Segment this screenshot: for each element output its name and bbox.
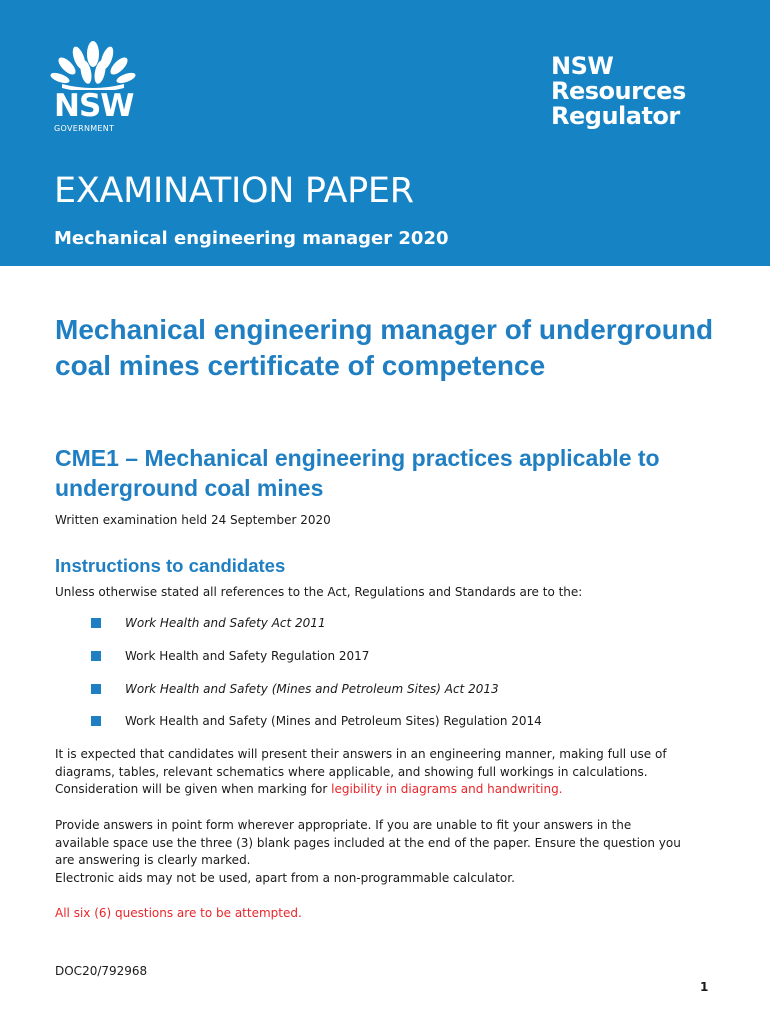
square-bullet-icon bbox=[91, 618, 101, 628]
reference-label: Work Health and Safety (Mines and Petroleum Sites) Act 2013 bbox=[125, 682, 499, 696]
legibility-note: legibility in diagrams and handwriting. bbox=[331, 782, 563, 796]
square-bullet-icon bbox=[91, 651, 101, 661]
paragraph-line: Provide answers in point form wherever appropriate. If you are unable to fit your answers in the bbox=[55, 818, 632, 832]
page-number: 1 bbox=[700, 980, 709, 994]
gov-logo-subtext: GOVERNMENT bbox=[54, 124, 115, 133]
paragraph-text: Consideration will be given when marking for bbox=[55, 782, 332, 796]
exam-date-line: Written examination held 24 September 2020 bbox=[55, 513, 331, 527]
paragraph-line: diagrams, tables, relevant schematics where applicable, and showing full workings in calculations. bbox=[55, 764, 648, 779]
exam-paper-subtitle: Mechanical engineering manager 2020 bbox=[54, 228, 449, 249]
resources-regulator-logo bbox=[551, 54, 761, 129]
answers-paragraph bbox=[55, 817, 725, 887]
gov-logo-wordmark: NSW bbox=[54, 88, 134, 124]
attempt-note: All six (6) questions are to be attempted. bbox=[55, 906, 302, 920]
header-banner bbox=[0, 0, 770, 266]
square-bullet-icon bbox=[91, 684, 101, 694]
presentation-paragraph bbox=[55, 746, 725, 799]
paragraph-line bbox=[55, 781, 725, 799]
paper-subheading: CME1 – Mechanical engineering practices applicable to underground coal mines bbox=[55, 445, 660, 501]
certificate-heading: Mechanical engineering manager of underground coal mines certificate of competence bbox=[55, 314, 714, 381]
regulator-line: NSW bbox=[551, 52, 614, 80]
paragraph-line: available space use the three (3) blank pages included at the end of the paper. Ensure the question you bbox=[55, 835, 681, 850]
reference-label: Work Health and Safety Act 2011 bbox=[125, 616, 326, 630]
regulator-line: Resources bbox=[551, 77, 686, 105]
reference-label: Work Health and Safety Regulation 2017 bbox=[125, 649, 370, 663]
paragraph-line: are answering is clearly marked. bbox=[55, 853, 251, 867]
paragraph-line: It is expected that candidates will present their answers in an engineering manner, making full use of bbox=[55, 747, 667, 761]
reference-label: Work Health and Safety (Mines and Petroleum Sites) Regulation 2014 bbox=[125, 714, 542, 728]
exam-paper-title: EXAMINATION PAPER bbox=[54, 171, 414, 211]
document-reference: DOC20/792968 bbox=[55, 964, 148, 978]
references-intro: Unless otherwise stated all references to the Act, Regulations and Standards are to the: bbox=[55, 585, 583, 599]
instructions-heading: Instructions to candidates bbox=[55, 555, 286, 576]
square-bullet-icon bbox=[91, 716, 101, 726]
regulator-line: Regulator bbox=[551, 102, 680, 130]
paragraph-line: Electronic aids may not be used, apart from a non-programmable calculator. bbox=[55, 870, 515, 885]
